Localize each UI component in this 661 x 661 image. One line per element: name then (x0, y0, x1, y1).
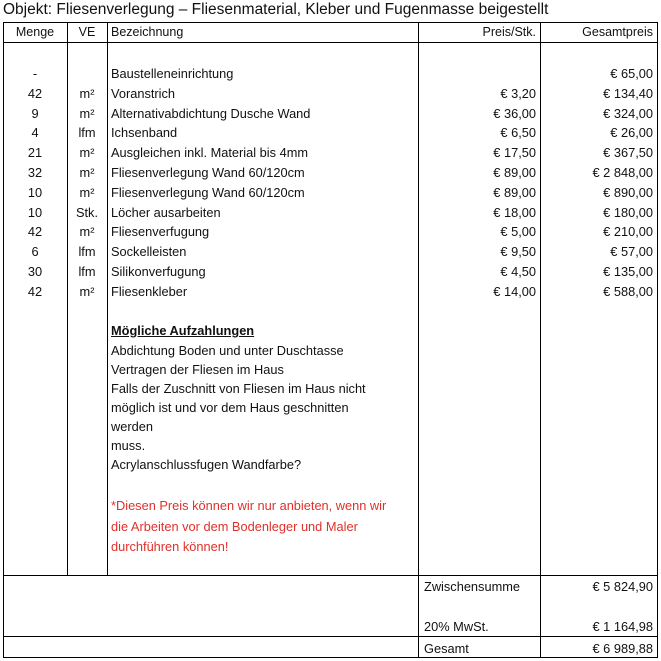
cell-gesamtpreis: € 134,40 (603, 85, 653, 101)
col-divider-ve (107, 22, 108, 576)
cell-menge: 10 (27, 184, 43, 200)
cell-ve: lfm (78, 125, 96, 141)
extras-line: werden (111, 419, 153, 434)
cell-menge: 10 (27, 204, 43, 220)
header-gesamtpreis: Gesamtpreis (582, 25, 653, 39)
note-line: *Diesen Preis können wir nur anbieten, wenn wir (111, 498, 387, 513)
cell-preis: € 18,00 (493, 204, 536, 220)
document-title: Objekt: Fliesenverlegung – Fliesenmaterial, Kleber und Fugenmasse beigestellt (3, 1, 549, 18)
table-bottom-border (3, 657, 658, 658)
cell-preis: € 14,00 (493, 283, 536, 299)
cell-preis: € 89,00 (493, 184, 536, 200)
subtotal-value: € 5 824,90 (592, 579, 653, 594)
cell-bezeichnung: Ausgleichen inkl. Material bis 4mm (111, 145, 309, 161)
cell-bezeichnung: Ichsenband (111, 125, 178, 141)
cell-bezeichnung: Silikonverfugung (111, 264, 206, 279)
cell-gesamtpreis: € 65,00 (610, 66, 653, 81)
cell-preis: € 6,50 (500, 125, 536, 141)
total-value: € 6 989,88 (592, 641, 653, 656)
cell-menge: 9 (31, 105, 39, 121)
right-border (657, 22, 658, 658)
cell-menge: 4 (31, 125, 39, 141)
cell-ve: Stk. (75, 204, 99, 220)
cell-preis: € 36,00 (493, 105, 536, 121)
header-bezeichnung: Bezeichnung (111, 25, 184, 39)
totals-divider (3, 636, 658, 637)
cell-ve: lfm (78, 244, 96, 260)
header-preis: Preis/Stk. (482, 25, 536, 39)
cell-preis: € 3,20 (500, 85, 536, 101)
header-ve: VE (78, 25, 96, 39)
cell-gesamtpreis: € 2 848,00 (592, 165, 653, 180)
cell-preis: € 17,50 (493, 145, 536, 161)
cell-ve: m² (79, 105, 95, 121)
cell-menge: 30 (27, 264, 43, 279)
cell-bezeichnung: Fliesenkleber (111, 283, 188, 299)
cell-ve: m² (79, 283, 95, 299)
extras-line: muss. (111, 438, 146, 453)
cell-gesamtpreis: € 588,00 (603, 283, 653, 299)
note-line: durchführen können! (111, 539, 229, 554)
cell-preis: € 4,50 (500, 264, 536, 279)
cell-preis: € 89,00 (493, 165, 536, 180)
cell-ve: m² (79, 85, 95, 101)
note-line: die Arbeiten vor dem Bodenleger und Maler (111, 518, 358, 534)
cell-bezeichnung: Fliesenverfugung (111, 224, 210, 240)
cell-bezeichnung: Alternativabdichtung Dusche Wand (111, 105, 311, 121)
extras-line: Acrylanschlussfugen Wandfarbe? (111, 457, 302, 472)
cell-ve: m² (79, 165, 95, 180)
subtotal-label: Zwischensumme (424, 579, 521, 594)
cell-gesamtpreis: € 135,00 (603, 264, 653, 279)
cell-menge: 42 (27, 283, 43, 299)
cell-bezeichnung: Baustelleneinrichtung (111, 66, 234, 81)
cell-bezeichnung: Fliesenverlegung Wand 60/120cm (111, 165, 305, 180)
extras-line: Falls der Zuschnitt von Fliesen im Haus nicht (111, 381, 366, 396)
items-bottom-border (3, 575, 658, 576)
cell-menge: - (32, 66, 38, 81)
cell-ve: m² (79, 224, 95, 240)
cell-menge: 21 (27, 145, 43, 161)
vat-label: 20% MwSt. (424, 619, 489, 634)
cell-gesamtpreis: € 367,50 (603, 145, 653, 161)
cell-gesamtpreis: € 324,00 (603, 105, 653, 121)
vat-value: € 1 164,98 (592, 619, 653, 634)
cell-ve: m² (79, 184, 95, 200)
total-label: Gesamt (424, 641, 469, 656)
cell-menge: 6 (31, 244, 39, 260)
cell-menge: 32 (27, 165, 43, 180)
extras-line: möglich ist und vor dem Haus geschnitten (111, 400, 349, 415)
cell-bezeichnung: Sockelleisten (111, 244, 187, 260)
header-menge: Menge (15, 25, 55, 39)
cell-gesamtpreis: € 180,00 (603, 204, 653, 220)
cell-menge: 42 (27, 224, 43, 240)
table-top-border (3, 22, 658, 23)
cell-ve: m² (79, 145, 95, 161)
cell-preis: € 5,00 (500, 224, 536, 240)
cell-bezeichnung: Voranstrich (111, 85, 176, 101)
cell-bezeichnung: Fliesenverlegung Wand 60/120cm (111, 184, 305, 200)
cell-gesamtpreis: € 57,00 (610, 244, 653, 260)
cell-bezeichnung: Löcher ausarbeiten (111, 204, 221, 220)
cell-gesamtpreis: € 890,00 (603, 184, 653, 200)
cell-ve: lfm (78, 264, 96, 279)
extras-line: Abdichtung Boden und unter Duschtasse (111, 343, 344, 358)
cell-gesamtpreis: € 210,00 (603, 224, 653, 240)
extras-heading: Mögliche Aufzahlungen (111, 323, 255, 338)
cell-gesamtpreis: € 26,00 (610, 125, 653, 141)
cell-preis: € 9,50 (500, 244, 536, 260)
extras-line: Vertragen der Fliesen im Haus (111, 362, 284, 377)
header-bottom-border (3, 42, 658, 43)
cell-menge: 42 (27, 85, 43, 101)
